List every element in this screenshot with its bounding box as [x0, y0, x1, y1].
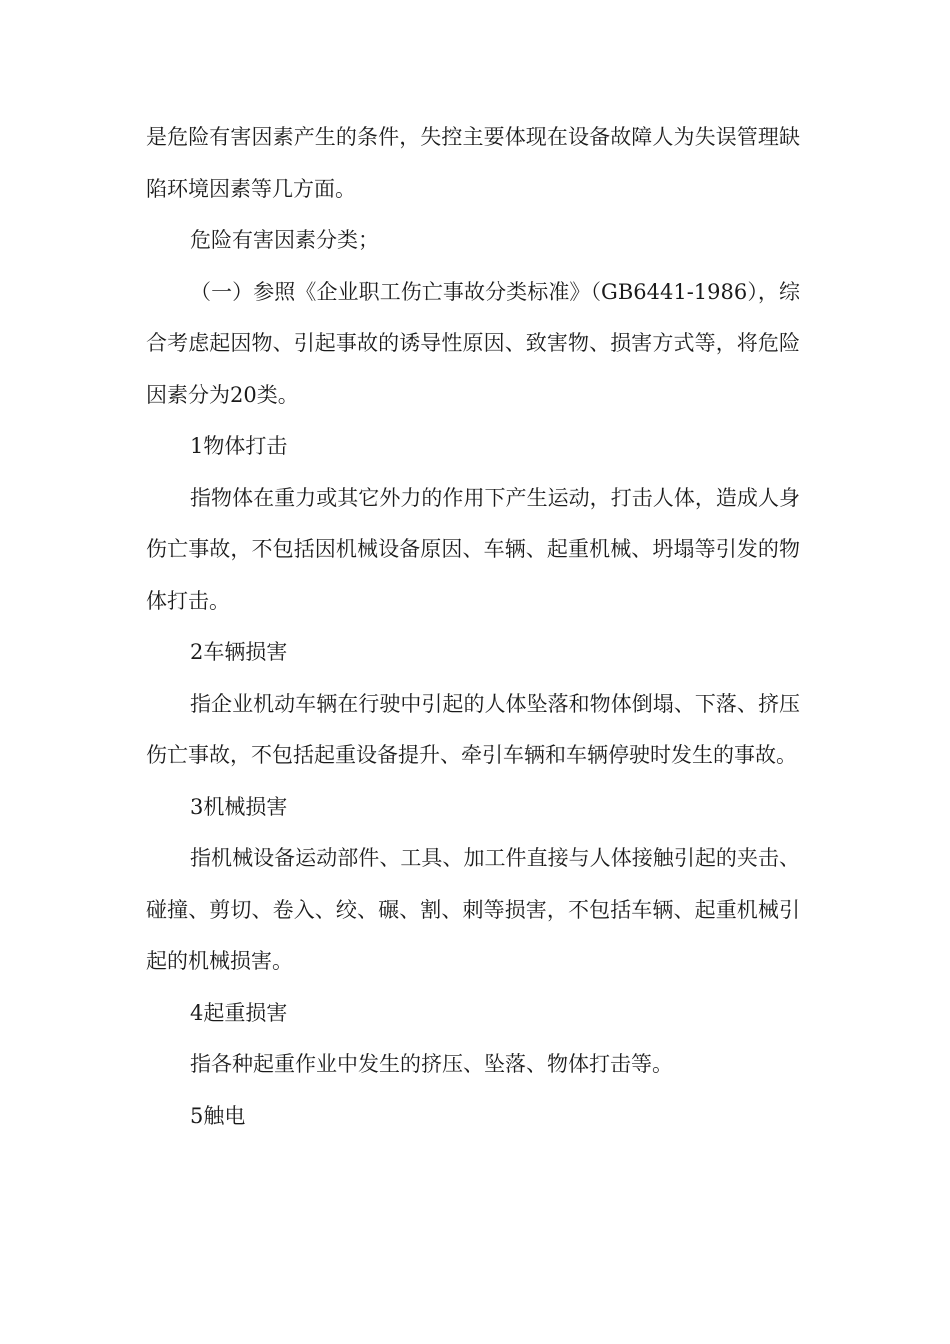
paragraph-classification-heading: 危险有害因素分类；: [190, 228, 379, 252]
document-body: [146, 112, 800, 1142]
paragraph-vehicle-injury: 指企业机动车辆在行驶中引起的人体坠落和物体倒塌、下落、挤压伤亡事故，不包括起重设备提升、牵引车辆和车辆停驶时发生的事故。: [146, 691, 800, 767]
heading-electric-shock: 5触电: [190, 1103, 246, 1128]
heading-object-strike: 1物体打击: [190, 434, 288, 458]
paragraph-object-strike: 指物体在重力或其它外力的作用下产生运动，打击人体，造成人身伤亡事故，不包括因机械设备原因、车辆、起重机械、坍塌等引发的物体打击。: [146, 485, 800, 613]
heading-lifting-injury: 4起重损害: [190, 1000, 288, 1025]
paragraph-lifting-injury: 指各种起重作业中发生的挤压、坠落、物体打击等。: [190, 1052, 673, 1076]
paragraph-standard-reference: （一）参照《企业职工伤亡事故分类标准》（GB6441-1986），综合考虑起因物、引起事故的诱导性原因、致害物、损害方式等，将危险因素分为20类。: [146, 279, 800, 407]
paragraph-mechanical-injury: 指机械设备运动部件、工具、加工件直接与人体接触引起的夹击、碰撞、剪切、卷入、绞、碾、割、刺等损害，不包括车辆、起重机械引起的机械损害。: [146, 846, 800, 973]
paragraph-continuation: 是危险有害因素产生的条件，失控主要体现在设备故障人为失误管理缺陷环境因素等几方面。: [146, 125, 800, 201]
heading-vehicle-injury: 2车辆损害: [190, 640, 288, 664]
heading-mechanical-injury: 3机械损害: [190, 794, 288, 819]
